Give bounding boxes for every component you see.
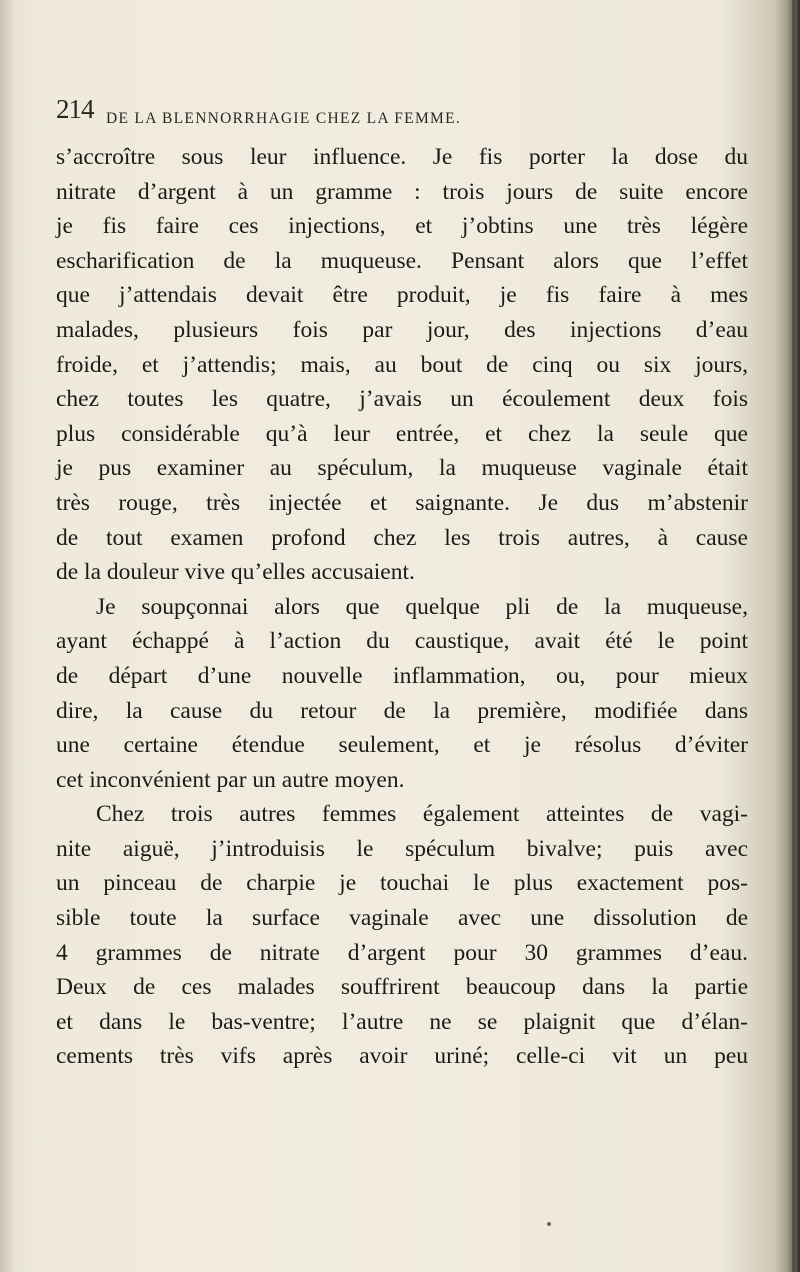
text-line: Deux de ces malades souffrirent beaucoup dans la partie (56, 974, 748, 1001)
text-line-paragraph-start: Je soupçonnai alors que quelque pli de la muqueuse, (96, 593, 748, 620)
text-line: ayant échappé à l’action du caustique, avait été le point (56, 628, 748, 655)
text-line: très rouge, très injectée et saignante. Je dus m’abstenir (56, 489, 748, 516)
text-line: de départ d’une nouvelle inflammation, ou, pour mieux (56, 662, 748, 689)
page-left-edge-shadow (0, 0, 14, 1272)
text-line-paragraph-end: de la douleur vive qu’elles accusaient. (56, 559, 415, 586)
text-line: plus considérable qu’à leur entrée, et chez la seule que (56, 420, 748, 447)
text-line: une certaine étendue seulement, et je résolus d’éviter (56, 732, 748, 759)
text-line: nitrate d’argent à un gramme : trois jours de suite encore (56, 178, 748, 205)
text-line: s’accroître sous leur influence. Je fis porter la dose du (56, 144, 748, 170)
text-line: nite aiguë, j’introduisis le spéculum bivalve; puis avec (56, 835, 748, 862)
binding-edge-line (792, 0, 795, 1272)
text-line-paragraph-end: cet inconvénient par un autre moyen. (56, 766, 405, 793)
text-line-paragraph-start: Chez trois autres femmes également atteintes de vagi- (96, 801, 748, 828)
text-line: dire, la cause du retour de la première, modifiée dans (56, 697, 748, 724)
text-line: chez toutes les quatre, j’avais un écoulement deux fois (56, 386, 748, 413)
text-line: je fis faire ces injections, et j’obtins une très légère (56, 213, 748, 240)
text-line: un pinceau de charpie je touchai le plus exactement pos- (56, 870, 748, 897)
text-line: 4 grammes de nitrate d’argent pour 30 grammes d’eau. (56, 939, 748, 966)
page-binding-gutter (756, 0, 800, 1272)
paper-speck (547, 1222, 551, 1226)
text-line: sible toute la surface vaginale avec une dissolution de (56, 905, 748, 932)
running-title: DE LA BLENNORRHAGIE CHEZ LA FEMME. (106, 110, 462, 127)
body-text (56, 140, 748, 1074)
text-line: je pus examiner au spéculum, la muqueuse vaginale était (56, 455, 748, 482)
text-line: escharification de la muqueuse. Pensant alors que l’effet (56, 247, 748, 274)
text-line: cements très vifs après avoir uriné; celle-ci vit un peu (56, 1043, 748, 1070)
text-line: de tout examen profond chez les trois autres, à cause (56, 524, 748, 551)
page-header (56, 94, 746, 138)
text-line: que j’attendais devait être produit, je fis faire à mes (56, 282, 748, 309)
text-line: malades, plusieurs fois par jour, des injections d’eau (56, 316, 748, 343)
page-number: 214 (56, 94, 94, 124)
text-line: froide, et j’attendis; mais, au bout de cinq ou six jours, (56, 351, 748, 378)
text-line: et dans le bas-ventre; l’autre ne se plaignit que d’élan- (56, 1008, 748, 1035)
